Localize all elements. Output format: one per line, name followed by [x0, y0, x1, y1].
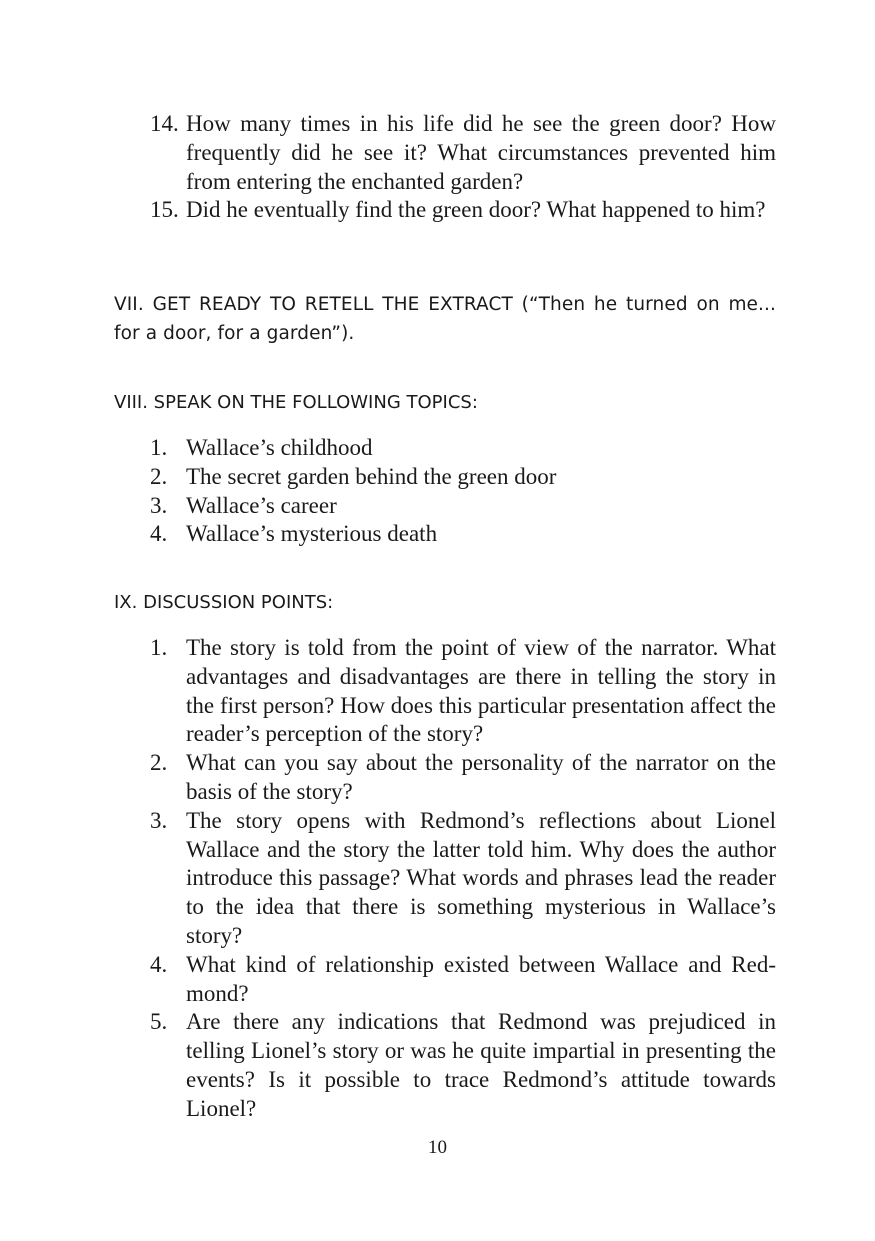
item-number: 2.: [150, 463, 168, 489]
item-text: Did he eventually find the green door? What happened to him?: [186, 197, 766, 223]
section-vii-heading: VII. GET READY TO RETELL THE EXTRACT (“Then he turned on me... for a door, for a garden”).: [114, 294, 776, 344]
questions-list-continued: [0, 110, 875, 225]
item-text: Are there any indications that Redmond was prejudiced in telling Lionel’s story or was he quite impartial in presenting the events? Is it possible to trace Redmond’s attitude towards Lionel?: [186, 1009, 776, 1121]
item-text: How many times in his life did he see the green door? How frequently did he see it? What circumstances prevented him from entering the enchanted garden?: [186, 111, 776, 194]
list-item: [0, 1008, 776, 1123]
page-number: 10: [428, 1137, 447, 1158]
item-text: The secret garden behind the green door: [186, 463, 557, 489]
item-number: 3.: [150, 492, 168, 518]
section-ix-heading: IX. DISCUSSION POINTS:: [114, 592, 334, 613]
item-number: 14.: [150, 111, 179, 136]
item-number: 2.: [150, 750, 168, 776]
list-item: [0, 951, 776, 1009]
item-text: The story opens with Redmond’s reflections about Lionel Wallace and the story the latter told him. Why does the author introduce this passage? What words and phrases lead the reader to the idea that there is something mysterious in Wallace’s story?: [186, 807, 776, 948]
item-number: 5.: [150, 1009, 168, 1035]
topics-list: [0, 434, 875, 549]
item-number: 4.: [150, 521, 168, 547]
list-item: [0, 196, 776, 225]
list-item: [0, 434, 776, 463]
item-number: 1.: [150, 435, 168, 460]
item-text: What kind of relationship existed between Wallace and Red-mond?: [186, 951, 776, 1006]
item-text: The story is told from the point of view of the narrator. What advantages and disadvantages are there in telling the story in the first person? How does this particular presentation affect the reader’s perception of the story?: [186, 635, 776, 747]
list-item: [0, 520, 776, 549]
list-item: [0, 492, 776, 521]
list-item: [0, 463, 776, 492]
discussion-points-list: [0, 634, 875, 1124]
item-number: 1.: [150, 635, 168, 660]
item-number: 3.: [150, 807, 168, 833]
item-number: 15.: [150, 197, 179, 223]
section-viii-heading: VIII. SPEAK ON THE FOLLOWING TOPICS:: [114, 392, 478, 413]
list-item: [0, 749, 776, 807]
item-text: Wallace’s mysterious death: [186, 521, 438, 547]
item-text: Wallace’s career: [186, 492, 337, 518]
list-item: [0, 110, 776, 196]
item-text: What can you say about the personality of the narrator on the basis of the story?: [186, 750, 776, 804]
list-item: [0, 807, 776, 951]
item-text: Wallace’s childhood: [186, 435, 373, 460]
item-number: 4.: [150, 951, 168, 977]
list-item: [0, 634, 776, 749]
